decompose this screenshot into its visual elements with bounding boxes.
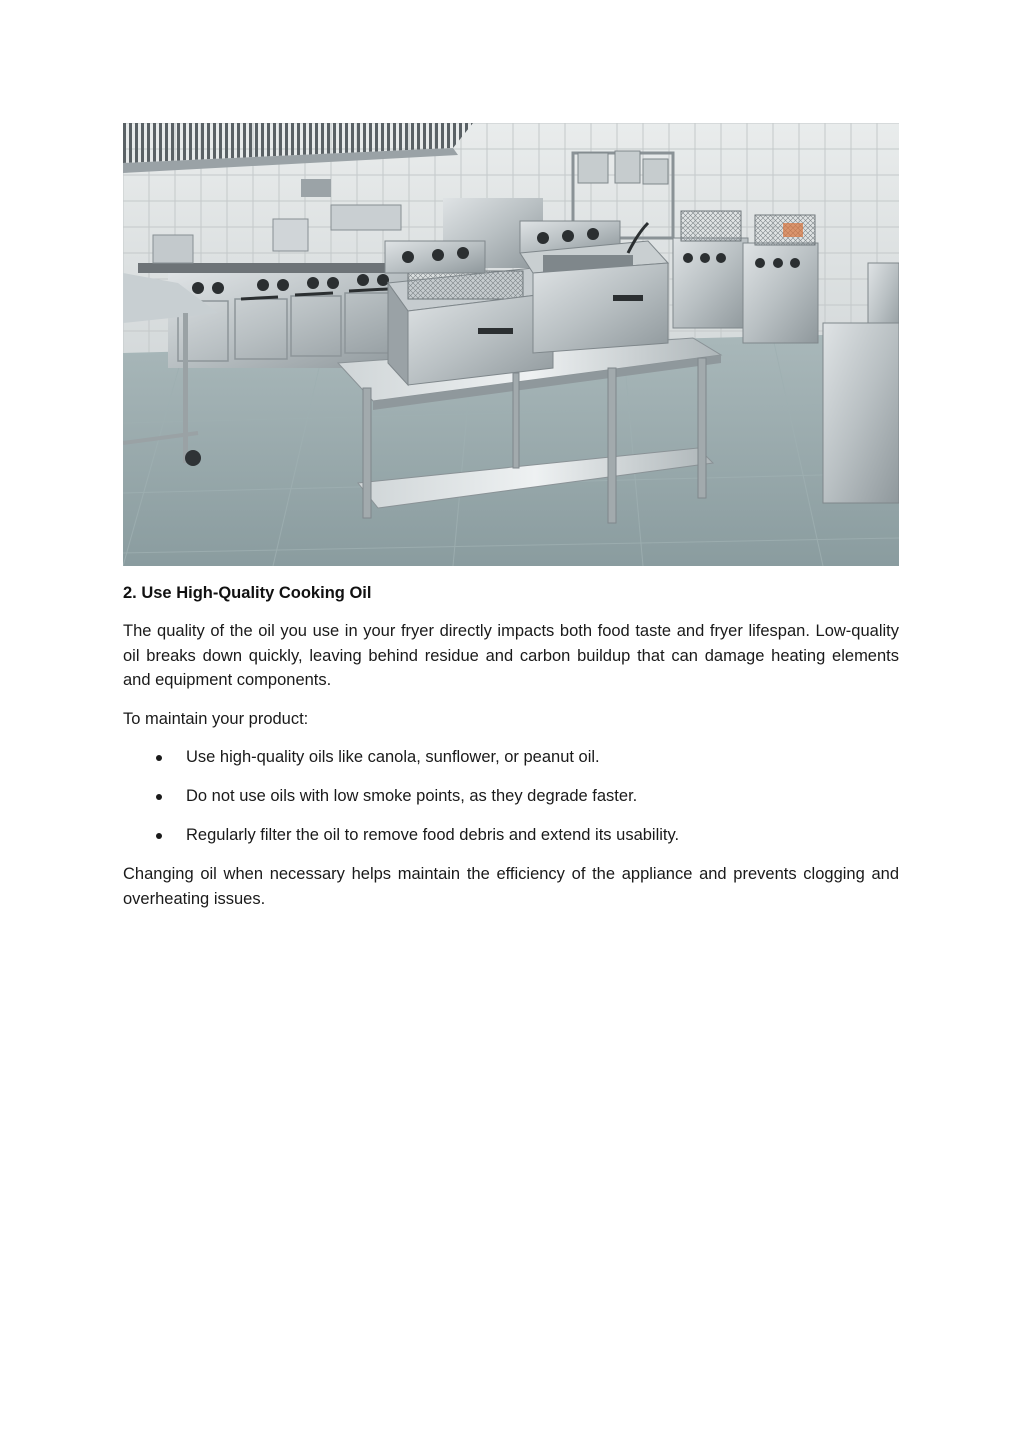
paragraph-changing-oil: Changing oil when necessary helps maintain the efficiency of the appliance and prevents clogging and overheating issues. bbox=[123, 865, 899, 908]
article-body bbox=[123, 580, 899, 911]
list-item bbox=[123, 784, 899, 809]
section-heading: 2. Use High-Quality Cooking Oil bbox=[123, 584, 372, 602]
list-item bbox=[123, 745, 899, 770]
list-item bbox=[123, 823, 899, 848]
bullet-dot-icon bbox=[156, 833, 162, 839]
paragraph-maintain-intro: To maintain your product: bbox=[123, 709, 309, 728]
list-item-text: Use high-quality oils like canola, sunflower, or peanut oil. bbox=[186, 748, 600, 766]
kitchen-illustration bbox=[123, 123, 899, 566]
kitchen-fryer-photo bbox=[123, 123, 899, 566]
bullet-list bbox=[123, 745, 899, 848]
bullet-dot-icon bbox=[156, 794, 162, 800]
paragraph-oil-quality: The quality of the oil you use in your fryer directly impacts both food taste and fryer lifespan. Low-quality oil breaks down quickly, leaving behind residue and carbon buildup that can damage heating elements and equipment components. bbox=[123, 622, 899, 689]
list-item-text: Regularly filter the oil to remove food debris and extend its usability. bbox=[186, 826, 680, 844]
bullet-dot-icon bbox=[156, 755, 162, 761]
list-item-text: Do not use oils with low smoke points, as they degrade faster. bbox=[186, 787, 638, 805]
